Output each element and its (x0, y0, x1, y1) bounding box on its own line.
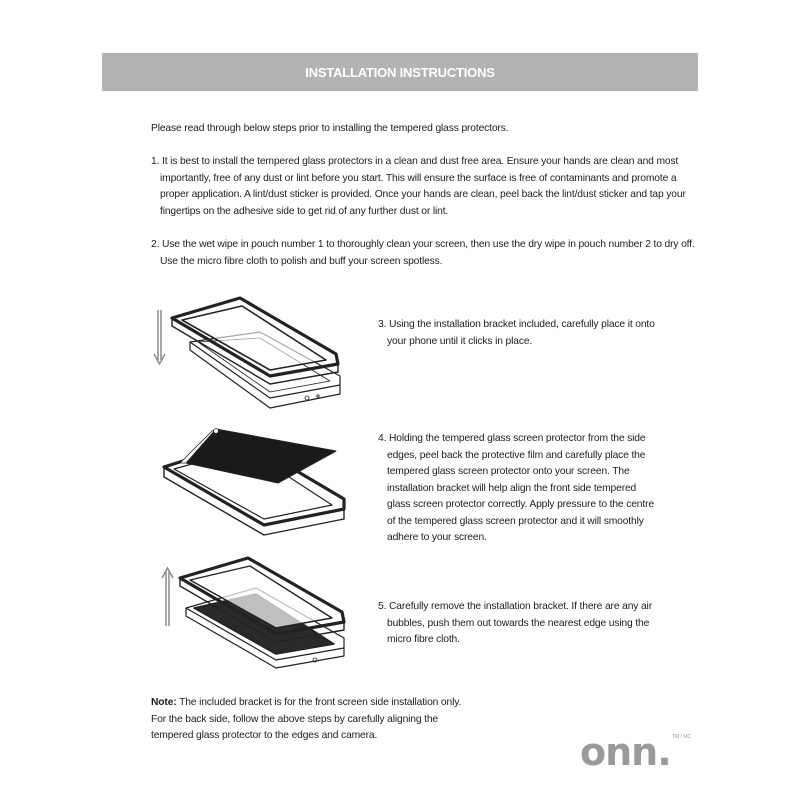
step-3-line: your phone until it clicks in place. (387, 335, 533, 347)
step-1-line: importantly, free of any dust or lint before you start. This will ensure the surface is free of contaminants and promote a (160, 172, 677, 184)
note-text (151, 695, 462, 745)
step-4-line: 4. Holding the tempered glass screen protector from the side (378, 433, 646, 444)
step-4-line: tempered glass screen protector onto your screen. The (387, 466, 630, 477)
bracket-placement-illustration (150, 290, 360, 420)
step-3-text (378, 317, 678, 350)
note-line-3: tempered glass protector to the edges and camera. (151, 730, 378, 741)
intro-text: Please read through below steps prior to installing the tempered glass protectors. (151, 123, 509, 134)
glass-protector-illustration (150, 425, 360, 555)
step-5-line: 5. Carefully remove the installation bracket. If there are any air (378, 601, 652, 612)
bracket-removal-illustration (150, 548, 360, 678)
page-title: INSTALLATION INSTRUCTIONS (305, 64, 495, 80)
step-1-text (151, 154, 686, 220)
step-4-line: edges, peel back the protective film and carefully place the (387, 449, 646, 461)
brand-logo: onn. (580, 730, 671, 774)
step-1-line: proper application. A lint/dust sticker is provided. Once your hands are clean, peel back the lint/dust sticker and tap your (160, 189, 686, 200)
step-4-line: adhere to your screen. (387, 532, 487, 543)
step-4-line: installation bracket will help align the front side tempered (387, 482, 637, 494)
step-1-line: 1. It is best to install the tempered glass protectors in a clean and dust free area. Ensure your hands are clean and most (151, 156, 679, 167)
note-line-1-rest: The included bracket is for the front screen side installation only. (176, 697, 462, 708)
note-line-2: For the back side, follow the above steps by carefully aligning the (151, 713, 439, 725)
step-5-line: micro fibre cloth. (387, 634, 460, 645)
step-2-line: Use the micro fibre cloth to polish and buff your screen spotless. (160, 255, 443, 267)
trademark-mark: TM / MC (672, 734, 692, 740)
down-arrow-icon (154, 310, 165, 364)
up-arrow-icon (162, 568, 173, 626)
note-line-1 (151, 695, 462, 712)
step-4-text (378, 431, 654, 547)
step-5-line: bubbles, push them out towards the nearest edge using the (387, 617, 650, 629)
note-label: Note: (151, 697, 177, 708)
step-5-text (378, 599, 668, 649)
step-1-line: fingertips on the adhesive side to get rid of any further dust or lint. (160, 205, 449, 217)
step-4-line: of the tempered glass screen protector and it will smoothly (387, 515, 644, 527)
step-2-line: 2. Use the wet wipe in pouch number 1 to thoroughly clean your screen, then use the dry wipe in pouch number 2 to dry off. (151, 239, 695, 250)
step-4-line: glass screen protector correctly. Apply pressure to the centre (387, 499, 654, 510)
header-bar (102, 53, 698, 91)
step-3-line: 3. Using the installation bracket included, carefully place it onto (378, 319, 655, 330)
step-2-text (151, 237, 711, 270)
